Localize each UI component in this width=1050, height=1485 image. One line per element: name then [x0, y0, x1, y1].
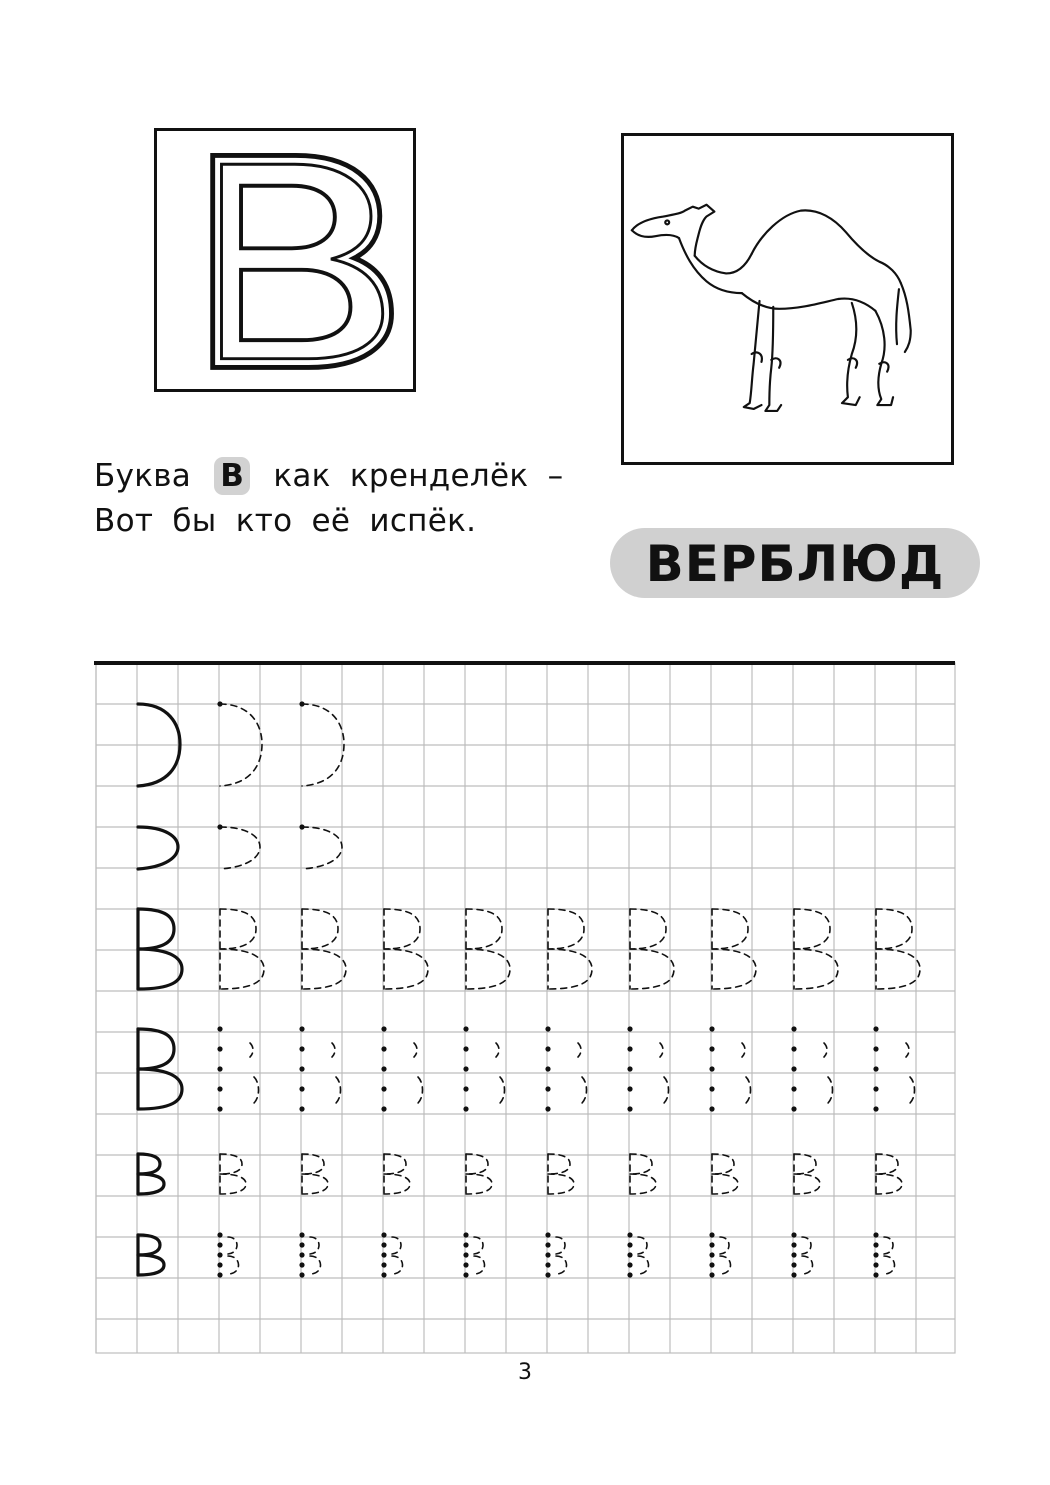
dashed-letter-v-trace-icon [302, 909, 346, 989]
dashed-letter-v-trace-icon [217, 824, 260, 869]
dashed-letter-v-trace-icon [302, 1154, 328, 1194]
dashed-letter-v-trace-icon [791, 1232, 812, 1277]
picture-card [621, 133, 954, 465]
dashed-letter-v-trace-icon [217, 1232, 238, 1277]
grid-lines [96, 663, 955, 1353]
grid-rows [138, 701, 920, 1277]
dashed-letter-v-trace-icon [299, 824, 342, 869]
dashed-letter-v-trace-icon [545, 1232, 566, 1277]
dashed-letter-v-trace-icon [630, 909, 674, 989]
dashed-letter-v-trace-icon [712, 1154, 738, 1194]
dashed-letter-v-trace-icon [545, 1026, 586, 1111]
dashed-letter-v-trace-icon [299, 1232, 320, 1277]
letter-card [154, 128, 416, 392]
letter-v-sample-icon [138, 827, 178, 869]
dashed-letter-v-trace-icon [299, 701, 344, 786]
dashed-letter-v-trace-icon [217, 1026, 258, 1111]
poem-line-2: Вот бы кто её испёк. [94, 503, 477, 539]
dashed-letter-v-trace-icon [220, 909, 264, 989]
dashed-letter-v-trace-icon [466, 1154, 492, 1194]
dashed-letter-v-trace-icon [463, 1232, 484, 1277]
poem-line1-end: как кренделёк – [273, 458, 564, 494]
dashed-letter-v-trace-icon [876, 909, 920, 989]
dashed-letter-v-trace-icon [709, 1232, 730, 1277]
page-number: 3 [518, 1360, 532, 1385]
dashed-letter-v-trace-icon [381, 1026, 422, 1111]
dashed-letter-v-trace-icon [466, 909, 510, 989]
dashed-letter-v-trace-icon [381, 1232, 402, 1277]
letter-v-sample-icon [138, 1029, 182, 1109]
dashed-letter-v-trace-icon [794, 1154, 820, 1194]
dashed-letter-v-trace-icon [220, 1154, 246, 1194]
poem-letter-badge: В [214, 457, 250, 495]
dashed-letter-v-trace-icon [712, 909, 756, 989]
dashed-letter-v-trace-icon [217, 701, 262, 786]
dashed-letter-v-trace-icon [627, 1232, 648, 1277]
dashed-letter-v-trace-icon [791, 1026, 832, 1111]
poem-line-1 [94, 457, 563, 495]
dashed-letter-v-trace-icon [876, 1154, 902, 1194]
dashed-letter-v-trace-icon [794, 909, 838, 989]
dashed-letter-v-trace-icon [299, 1026, 340, 1111]
letter-v-sample-icon [138, 1154, 164, 1194]
dashed-letter-v-trace-icon [384, 909, 428, 989]
dashed-letter-v-trace-icon [627, 1026, 668, 1111]
dashed-letter-v-trace-icon [873, 1232, 894, 1277]
dashed-letter-v-trace-icon [384, 1154, 410, 1194]
dashed-letter-v-trace-icon [873, 1026, 914, 1111]
poem-line1-start: Буква [94, 458, 192, 494]
letter-v-sample-icon [138, 1235, 164, 1275]
practice-grid [0, 655, 1050, 1355]
letter-v-sample-icon [138, 909, 182, 989]
dashed-letter-v-trace-icon [548, 909, 592, 989]
grid-border [96, 663, 955, 1353]
outlined-letter-v-icon [157, 131, 413, 389]
camel-icon [624, 136, 951, 462]
dashed-letter-v-trace-icon [463, 1026, 504, 1111]
dashed-letter-v-trace-icon [548, 1154, 574, 1194]
dashed-letter-v-trace-icon [709, 1026, 750, 1111]
dashed-letter-v-trace-icon [630, 1154, 656, 1194]
word-pill: ВЕРБЛЮД [610, 528, 980, 598]
